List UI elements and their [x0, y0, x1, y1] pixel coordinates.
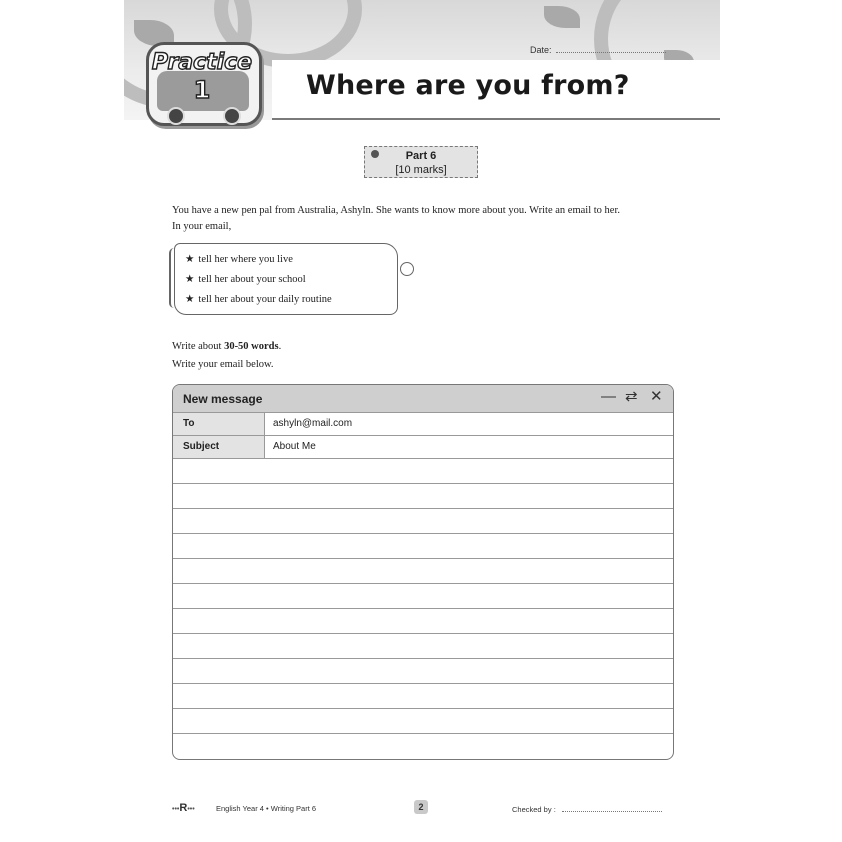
date-field — [530, 44, 666, 55]
publisher-logo: •••R••• — [172, 802, 195, 814]
practice-label: Practice — [151, 50, 253, 75]
page-footer — [172, 798, 672, 820]
writing-line[interactable] — [173, 659, 673, 684]
practice-number: 1 — [193, 76, 211, 104]
bullet-scroll — [174, 243, 398, 315]
writing-line[interactable] — [173, 584, 673, 609]
instruction-line-2: In your email, — [172, 221, 232, 232]
page-title: Where are you from? — [306, 70, 630, 101]
to-value[interactable]: ashyln@mail.com — [273, 418, 353, 429]
email-window — [172, 384, 674, 760]
writing-line[interactable] — [173, 634, 673, 659]
writing-line[interactable] — [173, 509, 673, 534]
email-title: New message — [183, 392, 263, 406]
word-count-instructions: Write about 30-50 words. Write your email below. — [172, 338, 281, 374]
book-title: English Year 4 • Writing Part 6 — [216, 804, 317, 813]
checked-by: Checked by : — [512, 804, 662, 814]
page-number: 2 — [414, 800, 428, 814]
star-icon: ★ — [185, 254, 195, 265]
writing-line[interactable] — [173, 609, 673, 634]
writing-line[interactable] — [173, 684, 673, 709]
star-icon: ★ — [185, 294, 195, 305]
part-marks: [10 marks] — [395, 164, 447, 176]
writing-line[interactable] — [173, 459, 673, 484]
word-count: 30-50 words — [224, 341, 279, 352]
to-label: To — [173, 413, 265, 435]
writing-line[interactable] — [173, 734, 673, 758]
subject-row[interactable] — [173, 436, 673, 459]
part-badge — [364, 146, 478, 178]
list-item: ★ tell her where you live — [185, 254, 293, 265]
writing-line[interactable] — [173, 709, 673, 734]
pin-icon — [371, 150, 379, 158]
instructions — [172, 203, 682, 235]
expand-icon[interactable]: ⇄ — [625, 388, 638, 405]
writing-line[interactable] — [173, 484, 673, 509]
date-label: Date: — [530, 45, 552, 55]
writing-line[interactable] — [173, 559, 673, 584]
email-title-bar — [173, 385, 673, 413]
minimize-icon[interactable]: — — [601, 388, 616, 405]
star-icon: ★ — [185, 274, 195, 285]
part-label: Part 6 — [405, 150, 437, 162]
writing-line[interactable] — [173, 534, 673, 559]
subject-value[interactable]: About Me — [273, 441, 316, 452]
write-below-line: Write your email below. — [172, 359, 274, 370]
instruction-line-1: You have a new pen pal from Australia, Ashyln. She wants to know more about you. Write an email to her. — [172, 205, 620, 216]
close-icon[interactable]: ✕ — [650, 388, 663, 405]
to-row[interactable] — [173, 413, 673, 436]
list-item: ★ tell her about your school — [185, 274, 306, 285]
subject-label: Subject — [173, 436, 265, 458]
list-item: ★ tell her about your daily routine — [185, 294, 332, 305]
